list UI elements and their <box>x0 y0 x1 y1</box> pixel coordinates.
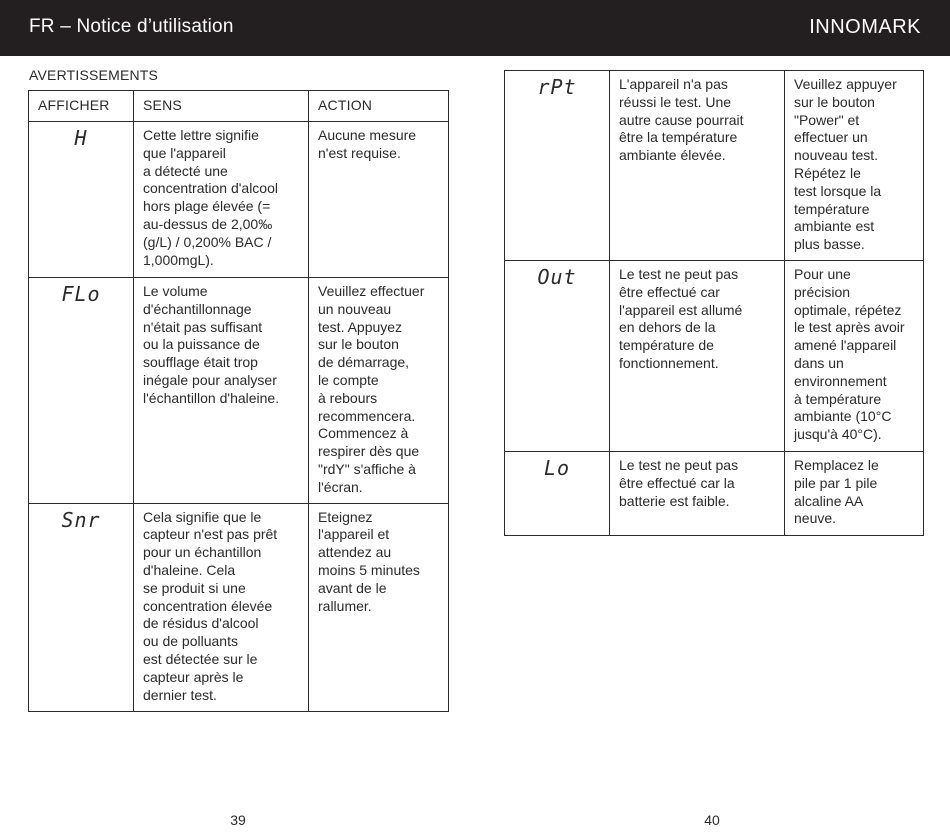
display-code-cell <box>29 278 134 504</box>
display-code: rPt <box>537 75 577 99</box>
table-row <box>505 261 924 452</box>
table-row <box>505 452 924 536</box>
document-title: FR – Notice d’utilisation <box>29 16 234 37</box>
table-row <box>29 122 449 278</box>
action-text: Aucune mesure n'est requise. <box>318 127 417 161</box>
page-number-right: 40 <box>704 812 720 828</box>
display-code: FLo <box>61 282 101 306</box>
warnings-table-left <box>28 90 449 712</box>
display-code-cell <box>29 122 134 278</box>
action-cell <box>785 452 924 536</box>
section-title: AVERTISSEMENTS <box>29 67 159 83</box>
action-cell <box>309 503 449 711</box>
meaning-cell <box>134 122 309 278</box>
display-code-cell <box>29 503 134 711</box>
action-cell <box>309 122 449 278</box>
meaning-text: Cela signifie que le capteur n'est pas prêt pour un échantillon d'haleine. Cela se produit si une concentration élevée de résidus d'alcool ou de polluants est détectée sur le capteur après le dernier test. <box>143 508 278 703</box>
display-code: H <box>74 126 88 150</box>
page-number-left: 39 <box>230 812 246 828</box>
table-row <box>29 503 449 711</box>
action-cell <box>785 261 924 452</box>
column-header-meaning: SENS <box>134 91 309 122</box>
column-header-display: AFFICHER <box>29 91 134 122</box>
table-row <box>505 71 924 261</box>
action-cell <box>785 71 924 261</box>
page-header <box>0 0 950 56</box>
display-code-cell <box>505 261 610 452</box>
action-text: Veuillez appuyer sur le bouton "Power" et effectuer un nouveau test. Répétez le test lorsque la température ambiante est plus basse. <box>794 76 897 253</box>
display-code-cell <box>505 452 610 536</box>
action-cell <box>309 278 449 504</box>
display-code-cell <box>505 71 610 261</box>
meaning-cell <box>610 452 785 536</box>
meaning-cell <box>610 71 785 261</box>
meaning-cell <box>134 278 309 504</box>
meaning-text: Le test ne peut pas être effectué car l'appareil est allumé en dehors de la température de fonctionnement. <box>619 266 743 371</box>
display-code: Snr <box>61 507 101 532</box>
meaning-text: Cette lettre signifie que l'appareil a détecté une concentration d'alcool hors plage élevée (= au-dessus de 2,00‰ (g/L) / 0,200% BAC / 1,000mgL). <box>143 127 278 268</box>
action-text: Eteignez l'appareil et attendez au moins 5 minutes avant de le rallumer. <box>318 508 420 614</box>
meaning-text: L'appareil n'a pas réussi le test. Une autre cause pourrait être la température ambiante élevée. <box>619 76 744 164</box>
display-code: Lo <box>543 456 571 480</box>
column-header-action: ACTION <box>309 91 449 122</box>
action-text: Pour une précision optimale, répétez le test après avoir amené l'appareil dans un environnement à température ambiante (10°C jusqu'à 40°C). <box>794 266 905 443</box>
brand-name: INNOMARK <box>809 16 921 38</box>
action-text: Remplacez le pile par 1 pile alcaline AA neuve. <box>794 457 879 527</box>
table-header-row <box>29 91 449 122</box>
display-code: Out <box>537 265 577 289</box>
table-row <box>29 278 449 504</box>
action-text: Veuillez effectuer un nouveau test. Appuyez sur le bouton de démarrage, le compte à rebours recommencera. Commencez à respirer dès que "rdY" s'affiche à l'écran. <box>318 283 425 495</box>
warnings-table-right <box>504 70 924 536</box>
meaning-cell <box>610 261 785 452</box>
meaning-cell <box>134 503 309 711</box>
meaning-text: Le test ne peut pas être effectué car la batterie est faible. <box>619 457 739 509</box>
meaning-text: Le volume d'échantillonnage n'était pas suffisant ou la puissance de soufflage était trop inégale pour analyser l'échantillon d'haleine. <box>143 283 280 406</box>
